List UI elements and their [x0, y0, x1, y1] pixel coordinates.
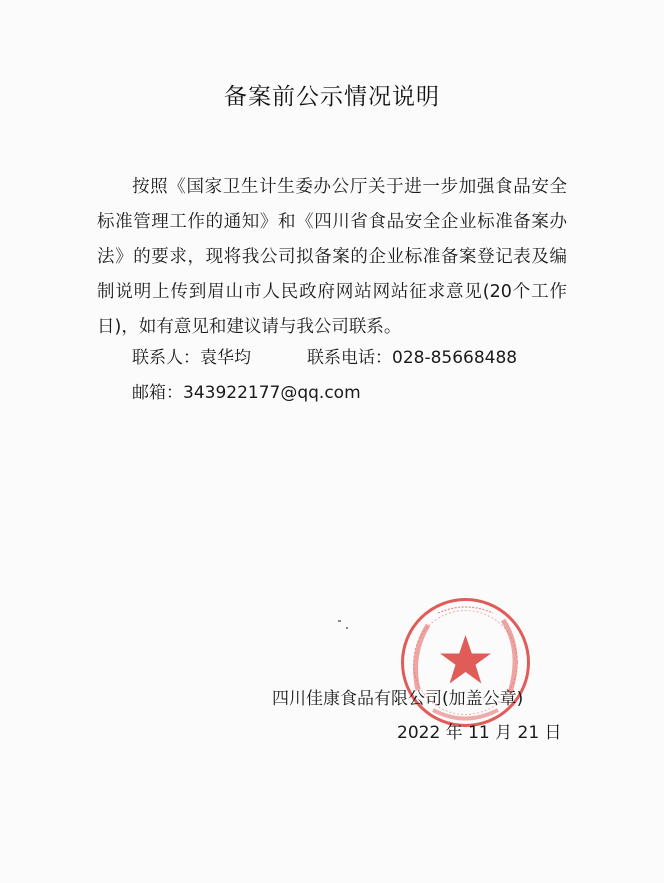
contact-phone: 联系电话：028-85668488	[307, 348, 518, 368]
document-title: 备案前公示情况说明	[224, 84, 440, 110]
document-date: 2022 年 11 月 21 日	[397, 723, 562, 743]
body-paragraph: 按照《国家卫生计生委办公厅关于进一步加强食品安全标准管理工作的通知》和《四川省食品安全企业标准备案办法》的要求，现将我公司拟备案的企业标准备案登记表及编制说明上传到眉山市人民政府网站网站征求意见(20个工作日)，如有意见和建议请与我公司联系。	[97, 177, 567, 337]
contact-person: 联系人：袁华均	[132, 348, 251, 368]
seal-star-icon	[440, 635, 491, 684]
company-signature: 四川佳康食品有限公司(加盖公章)	[272, 689, 524, 709]
scan-speck	[346, 627, 348, 629]
company-seal-stamp	[398, 595, 533, 730]
contact-email: 邮箱：343922177@qq.com	[132, 383, 361, 403]
scan-speck	[338, 620, 341, 622]
